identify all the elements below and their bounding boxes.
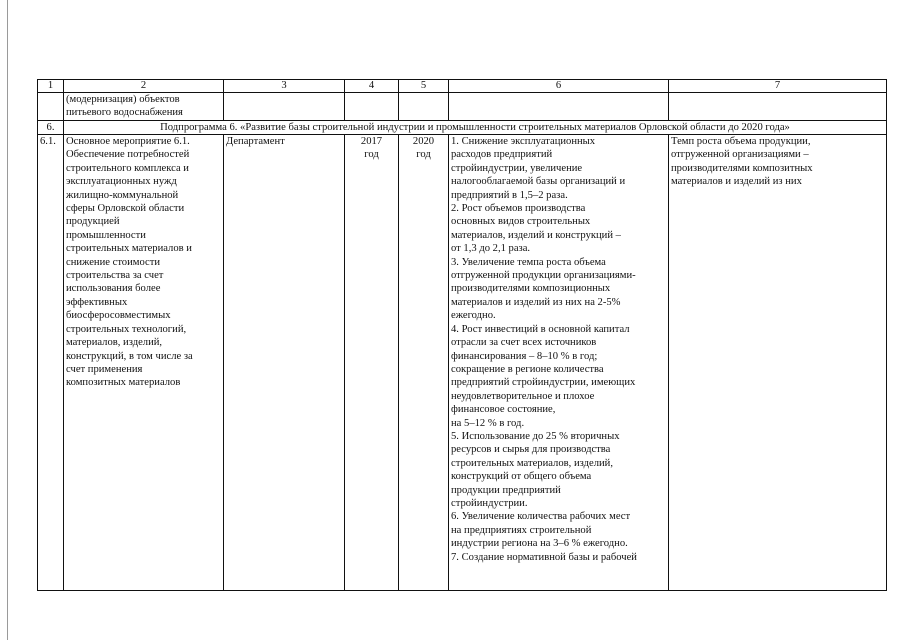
result-line: на 5–12 % в год. <box>451 417 525 429</box>
result-line: отгруженной продукции организациями- <box>451 270 636 282</box>
measure-line: счет применения <box>66 363 143 375</box>
target-indicator-cell <box>669 135 887 591</box>
measure-line: промышленности <box>66 229 146 241</box>
measure-line: Обеспечение потребностей <box>66 149 190 161</box>
result-line: стройиндустрии. <box>451 497 528 509</box>
measure-line: материалов, изделий, <box>66 337 163 349</box>
measure-line: сферы Орловской области <box>66 203 185 215</box>
result-line: финансовое состояние, <box>451 404 556 416</box>
measure-line: композитных материалов <box>66 377 181 389</box>
result-line: материалов, изделий и конструкций – <box>451 229 621 241</box>
continuation-results-cell <box>449 93 669 121</box>
measure-line: снижение стоимости <box>66 256 161 268</box>
continuation-start-cell <box>345 93 399 121</box>
result-line: 4. Рост инвестиций в основной капитал <box>451 323 630 335</box>
result-line: финансирования – 8–10 % в год; <box>451 350 598 362</box>
continuation-end-cell <box>399 93 449 121</box>
executor-cell: Департамент <box>224 135 345 591</box>
result-line: отрасли за счет всех источников <box>451 337 597 349</box>
start-year-value: 2017 <box>360 136 383 147</box>
binding-margin-line <box>7 0 8 640</box>
result-line: ежегодно. <box>451 310 496 322</box>
result-line: 1. Снижение эксплуатационных <box>451 136 596 147</box>
measure-line: конструкций, в том числе за <box>66 350 193 362</box>
result-line: индустрии региона на 3–6 % ежегодно. <box>451 538 628 550</box>
result-line: 2. Рост объемов производства <box>451 203 586 215</box>
continuation-number-cell <box>38 93 64 121</box>
result-line: налогооблагаемой базы организаций и <box>451 176 626 188</box>
result-line: 7. Создание нормативной базы и рабочей <box>451 551 637 563</box>
measure-number: 6.1. <box>38 135 64 591</box>
start-year-unit: год <box>364 149 379 161</box>
column-number-1: 1 <box>38 80 64 93</box>
end-year-cell <box>399 135 449 591</box>
continuation-line: питьевого водоснабжения <box>66 107 183 119</box>
result-line: конструкций от общего объема <box>451 471 592 483</box>
result-line: ресурсов и сырья для производства <box>451 444 611 456</box>
result-line: расходов предприятий <box>451 149 553 161</box>
result-line: от 1,3 до 2,1 раза. <box>451 243 531 255</box>
indicator-line: материалов и изделий из них <box>671 176 802 188</box>
column-number-3: 3 <box>224 80 345 93</box>
measure-line: использования более <box>66 283 161 295</box>
column-number-6: 6 <box>449 80 669 93</box>
measure-line: строительства за счет <box>66 270 164 282</box>
result-line: строительных материалов, изделий, <box>451 457 613 469</box>
expected-results-cell <box>449 135 669 591</box>
subprogram-number: 6. <box>38 121 64 135</box>
column-number-5: 5 <box>399 80 449 93</box>
result-line: стройиндустрии, увеличение <box>451 162 583 174</box>
result-line: основных видов строительных <box>451 216 591 228</box>
measure-line: строительных материалов и <box>66 243 192 255</box>
subprogram-title: Подпрограмма 6. «Развитие базы строительной индустрии и промышленности строительных материалов Орловской области до 2020 года» <box>64 121 887 135</box>
result-line: предприятий стройиндустрии, имеющих <box>451 377 636 389</box>
measure-row <box>38 135 887 591</box>
measure-line: биосферосовместимых <box>66 310 171 322</box>
measure-line: эффективных <box>66 296 128 308</box>
result-line: 6. Увеличение количества рабочих мест <box>451 511 631 523</box>
continuation-line: (модернизация) объектов <box>66 94 180 105</box>
result-line: на предприятиях строительной <box>451 524 592 536</box>
indicator-line: производителями композитных <box>671 162 813 174</box>
measure-line: продукцией <box>66 216 120 228</box>
column-number-7: 7 <box>669 80 887 93</box>
continuation-indicator-cell <box>669 93 887 121</box>
continuation-row <box>38 93 887 121</box>
result-line: 5. Использование до 25 % вторичных <box>451 430 620 442</box>
result-line: производителями композиционных <box>451 283 611 295</box>
continuation-executor-cell <box>224 93 345 121</box>
indicator-line: отгруженной организациями – <box>671 149 809 161</box>
result-line: продукции предприятий <box>451 484 561 496</box>
result-line: 3. Увеличение темпа роста объема <box>451 256 606 268</box>
column-number-4: 4 <box>345 80 399 93</box>
result-line: предприятий в 1,5–2 раза. <box>451 189 568 201</box>
measure-line: эксплуатационных нужд <box>66 176 177 188</box>
indicator-line: Темп роста объема продукции, <box>671 136 811 147</box>
result-line: сокращение в регионе количества <box>451 363 604 375</box>
column-number-2: 2 <box>64 80 224 93</box>
measure-line: строительных технологий, <box>66 323 187 335</box>
measure-line: строительного комплекса и <box>66 162 189 174</box>
measure-line: Основное мероприятие 6.1. <box>66 136 190 147</box>
result-line: неудовлетворительное и плохое <box>451 390 595 402</box>
column-number-row <box>38 80 887 93</box>
program-measures-table <box>37 79 887 591</box>
result-line: материалов и изделий из них на 2-5% <box>451 296 621 308</box>
end-year-unit: год <box>416 149 431 161</box>
measure-description-cell <box>64 135 224 591</box>
start-year-cell <box>345 135 399 591</box>
continuation-measure-cell <box>64 93 224 121</box>
subprogram-row <box>38 121 887 135</box>
measure-line: жилищно-коммунальной <box>66 189 179 201</box>
end-year-value: 2020 <box>412 136 435 147</box>
